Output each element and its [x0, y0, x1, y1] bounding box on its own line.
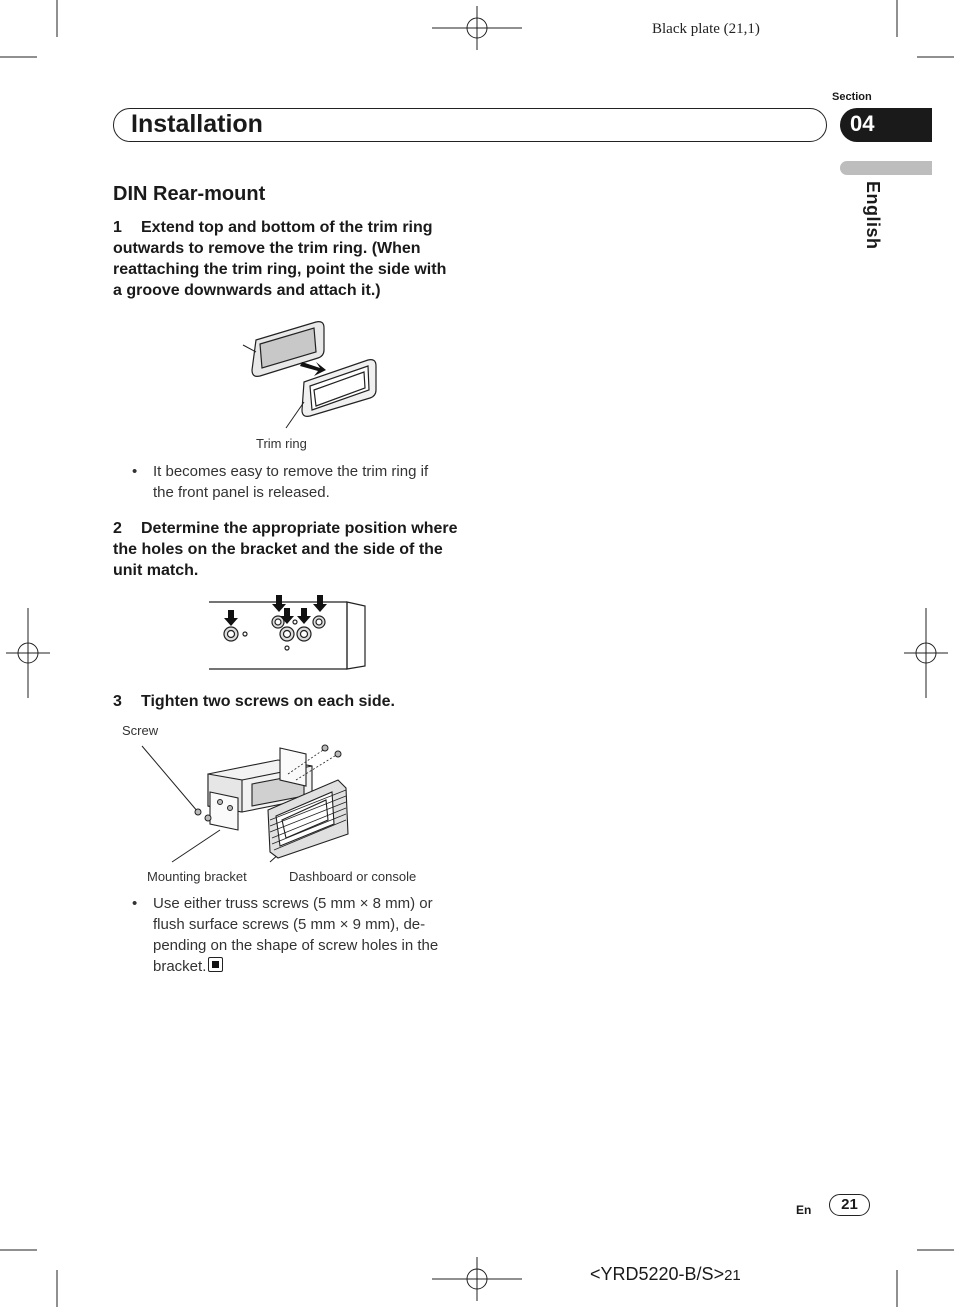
step-2	[113, 518, 458, 581]
bullet-icon: •	[132, 463, 138, 480]
step-text: Extend top and bottom of the trim ring outwards to remove the trim ring. (When reattaching the trim ring, point the side with a groove downwards and attach it.)	[113, 219, 447, 299]
step-3	[113, 691, 458, 712]
language-tab	[840, 161, 932, 175]
page-number: 21	[829, 1194, 870, 1216]
trim-ring-caption: Trim ring	[256, 436, 307, 451]
language-code: En	[796, 1203, 812, 1217]
step-text: Tighten two screws on each side.	[141, 693, 395, 710]
bullet-text: It becomes easy to remove the trim ring if the front panel is released.	[153, 463, 429, 501]
bullet-text: Use either truss screws (5 mm × 8 mm) or flush surface screws (5 mm × 9 mm), de-pending on the shape of screw holes in the bracket.	[153, 895, 439, 975]
registration-mark-icon	[432, 1257, 522, 1301]
mounting-bracket-caption: Mounting bracket	[147, 869, 247, 884]
bracket-holes-illustration	[205, 592, 370, 674]
trim-ring-illustration	[230, 310, 390, 435]
bullet-note-1	[132, 461, 452, 503]
bullet-note-2	[132, 893, 452, 977]
registration-mark-icon	[904, 608, 948, 698]
step-number: 3	[113, 693, 122, 710]
model-code	[590, 1264, 741, 1285]
mounting-illustration	[120, 740, 360, 870]
section-heading: DIN Rear-mount	[113, 183, 266, 205]
step-number: 2	[113, 520, 122, 537]
step-text: Determine the appropriate position where the holes on the bracket and the side of the unit match.	[113, 520, 458, 579]
language-label: English	[863, 181, 883, 250]
step-1	[113, 217, 458, 301]
model-suffix: 21	[724, 1267, 741, 1284]
section-label: Section	[832, 91, 872, 103]
registration-mark-icon	[432, 6, 522, 50]
step-number: 1	[113, 219, 122, 236]
dashboard-caption: Dashboard or console	[289, 869, 417, 884]
bullet-icon: •	[132, 895, 138, 912]
model-name: <YRD5220-B/S>	[590, 1264, 725, 1284]
screw-caption: Screw	[122, 723, 159, 738]
page-title: Installation	[131, 110, 263, 138]
registration-mark-icon	[6, 608, 50, 698]
plate-label: Black plate (21,1)	[652, 21, 760, 37]
stop-icon	[208, 957, 223, 972]
section-number: 04	[850, 111, 875, 136]
